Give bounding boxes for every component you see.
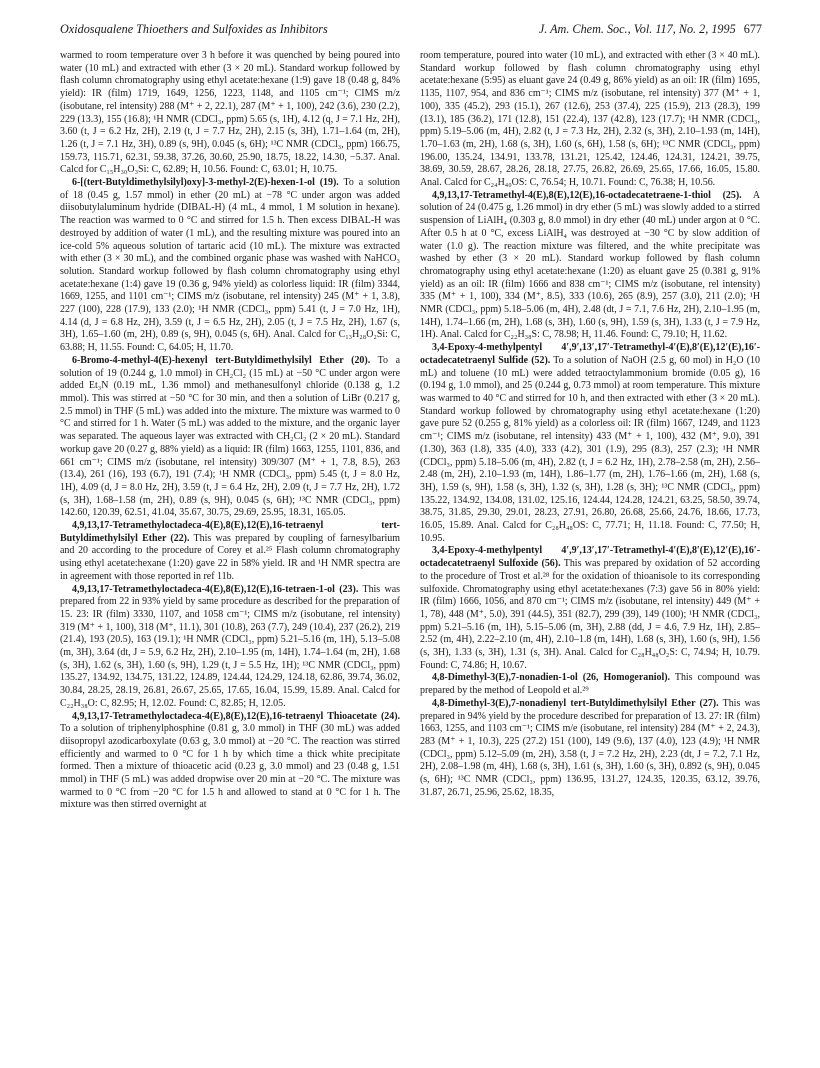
right-column bbox=[420, 50, 760, 1060]
paragraph bbox=[420, 672, 760, 697]
paragraph bbox=[420, 50, 760, 190]
paragraph bbox=[420, 545, 760, 672]
paragraph-body: To a solution of triphenylphosphine (0.81 g, 3.0 mmol) in THF (30 mL) was added diisopropyl azodicarboxylate (0.63 g, 3.0 mmol) at −20 °C. The reaction was stirred efficiently and warmed to 0 °C for 1 h by which time a thick white precipitate formed. Then a mixture of thioacetic acid (0.23 g, 3.0 mmol) and 23 (0.48 g, 1.51 mmol) in THF (5 mL) was added dropwise over 20 min at −20 °C. The mixture was warmed to 0 °C from −20 °C for 1.5 h and allowed to stand at 0 °C for 1 h. The mixture was then stirred overnight at bbox=[60, 723, 400, 811]
paragraph-body: A solution of 24 (0.475 g, 1.26 mmol) in dry ether (5 mL) was slowly added to a stirred suspension of LiAlH₄ (0.303 g, 8.0 mmol) in dry ether (40 mL) under argon at 0 °C. After 0.5 h at 0 °C, excess LiAlH₄ was destroyed at −30 °C by slow addition of water (1.0 g). The reaction mixture was filtered, and the white precipitate was washed by ether (3 × 20 mL). Standard workup followed by flash column chromatography using ethyl acetate:hexane (1:20) as eluant gave 25 (0.381 g, 91% yield) as an oil: IR (film) 1666 and 838 cm⁻¹; CIMS m/z (isobutane, rel intensity) 335 (M⁺ + 1, 100), 334 (M⁺, 8.5), 333 (10.6), 265 (8.9), 257 (3.0), 211 (2.0); ¹H NMR (CDCl₃, ppm) 5.18–5.06 (m, 4H), 2.48 (dt, J = 7.1, 7.6 Hz, 2H), 2.10–1.95 (m, 14H), 1.74–1.66 (m, 2H), 1.68 (s, 3H), 1.60 (s, 9H), 1.59 (s, 3H), 1.33 (t, J = 7.9 Hz, 1H). Anal. Calcd for C₂₂H₃₈S: C, 78.98; H, 11.46. Found: C, 79.10; H, 11.62. bbox=[420, 189, 760, 341]
compound-heading: 4,9,13,17-Tetramethyloctadeca-4(E),8(E),12(E),16-tetraenyl tert-Butyldimethylsilyl Ether (22). bbox=[60, 520, 400, 544]
paragraph bbox=[60, 50, 400, 177]
compound-heading: 6-[(tert-Butyldimethylsilyl)oxy]-3-methyl-2(E)-hexen-1-ol (19). bbox=[72, 177, 339, 189]
paragraph bbox=[420, 342, 760, 545]
compound-heading: 3,4-Epoxy-4-methylpentyl 4′,9′,13′,17′-Tetramethyl-4′(E),8′(E),12′(E),16′-octadecatetraenyl Sulfide (52). bbox=[420, 342, 760, 366]
paragraph bbox=[60, 584, 400, 711]
running-header bbox=[60, 22, 762, 40]
compound-heading: 4,8-Dimethyl-3(E),7-nonadien-1-ol (26, Homogeraniol). bbox=[432, 672, 671, 684]
paragraph bbox=[60, 177, 400, 355]
paragraph bbox=[60, 520, 400, 584]
page-number: 677 bbox=[743, 22, 762, 36]
compound-heading: 6-Bromo-4-methyl-4(E)-hexenyl tert-Butyldimethylsilyl Ether (20). bbox=[72, 354, 371, 366]
paragraph-body: To a solution of 19 (0.244 g, 1.0 mmol) in CH₂Cl₂ (15 mL) at −50 °C under argon were added Et₃N (0.19 mL, 1.36 mmol) and methanesulfonyl chloride (0.138 g, 1.2 mmol). This was stirred at −50 °C for 30 min, and then a solution of LiBr (0.217 g, 2.5 mmol) in THF (5 mL) was added into the mixture. The mixture was warmed to 0 °C and stirred for 1 h. Water (5 mL) was added to the mixture, and the organic layer was separated. The aqueous layer was extracted with CH₂Cl₂ (2 × 20 mL). Standard workup gave 20 (0.27 g, 88% yield) as a liquid: IR (film) 1663, 1255, 1101, 836, and 661 cm⁻¹; CIMS m/z (isobutane, rel intensity) 309/307 (M⁺ + 1, 7.8, 8.5), 263 (13.4), 261 (16), 193 (6.7), 191 (7.4); ¹H NMR (CDCl₃, ppm) 5.45 (t, J = 8.0 Hz, 1H), 4.09 (d, J = 8.0 Hz, 2H), 3.59 (t, J = 6.4 Hz, 2H), 2.09 (t, J = 7.7 Hz, 2H), 1.72 (s, 3H), 1.68–1.58 (m, 2H), 0.89 (s, 9H), 0.045 (s, 6H); ¹³C NMR (CDCl₃, ppm) 142.60, 120.39, 62.51, 41.04, 35.67, 30.75, 29.69, 25.95, 18.31, 165.05. bbox=[60, 354, 400, 519]
left-column bbox=[60, 50, 400, 1060]
paragraph bbox=[60, 711, 400, 813]
compound-heading: 4,9,13,17-Tetramethyloctadeca-4(E),8(E),12(E),16-tetraen-1-ol (23). bbox=[72, 583, 359, 595]
journal-name: J. Am. Chem. Soc., Vol. 117, No. 2, 1995 bbox=[538, 22, 736, 36]
paragraph-body: To a solution of 18 (0.45 g, 1.57 mmol) in ether (20 mL) at −78 °C under argon was added diisobutylaluminum hydride (DIBAL-H) (4 mL, 4 mmol, 1 M solution in hexane). The reaction was warmed to 0 °C and stirred for 1.5 h. Then excess DIBAL-H was destroyed by addition of water (1 mL), and the resulting mixture was poured into an ice-cold 5% aqueous solution of tartaric acid (10 mL). The mixture was extracted with ether (3 × 30 mL), and the combined organic phase was washed with NaHCO₃ solution. Standard workup followed by flash column chromatography using ethyl acetate:hexane (1:4) gave 19 (0.36 g, 94% yield) as colorless liquid: IR (film) 3344, 1669, 1255, and 1101 cm⁻¹; CIMS m/z (isobutane, rel intensity) 245 (M⁺ + 1, 3.8), 227 (100), 228 (17.9), 133 (2.0); ¹H NMR (CDCl₃, ppm) 5.41 (t, J = 7.0 Hz, 1H), 4.14 (d, J = 6.8 Hz, 2H), 3.59 (t, J = 6.5 Hz, 2H), 2.05 (t, J = 7.5 Hz, 2H), 1.67 (s, 3H), 1.65–1.60 (m, 2H), 0.89 (s, 9H), 0.045 (s, 6H). Anal. Calcd for C₁₃H₂₈O₂Si: C, 63.88; H, 11.55. Found: C, 64.05; H, 11.70. bbox=[60, 177, 400, 354]
compound-heading: 4,9,13,17-Tetramethyl-4(E),8(E),12(E),16-octadecatetraene-1-thiol (25). bbox=[432, 189, 742, 201]
compound-heading: 4,9,13,17-Tetramethyloctadeca-4(E),8(E),12(E),16-tetraenyl Thioacetate (24). bbox=[72, 710, 400, 722]
paragraph bbox=[60, 355, 400, 520]
paragraph-body: This was prepared by oxidation of 52 according to the procedure of Trost et al.²⁸ for the oxidation of thioanisole to its corresponding sulfoxide. Chromatography using ethyl acetate:hexanes (7:3) gave 56 in 80% yield: IR (film) 1666, 1056, and 870 cm⁻¹; CIMS m/z (isobutane, rel intensity) 449 (M⁺ + 1, 78), 448 (M⁺, 5.0), 391 (44.5), 351 (82.7), 299 (39), 149 (100); ¹H NMR (CDCl₃, ppm) 5.21–5.16 (m, 1H), 5.15–5.06 (m, 3H), 2.88 (dd, J = 4.6, 7.9 Hz, 1H), 2.85–2.52 (m, 4H), 2.22–2.10 (m, 4H), 2.10–1.8 (m, 14H), 1.68 (s, 3H), 1.60 (s, 9H), 1.56 (s, 3H), 1.33 (s, 3H), 1.31 (s, 3H). Anal. Calcd for C₂₈H₄₈O₂S: C, 74.94; H, 10.79. Found: C, 74.86; H, 10.67. bbox=[420, 558, 760, 671]
compound-heading: 3,4-Epoxy-4-methylpentyl 4′,9′,13′,17′-Tetramethyl-4′(E),8′(E),12′(E),16′-octadecatetraenyl Sulfoxide (56). bbox=[420, 545, 760, 570]
paragraph bbox=[420, 698, 760, 800]
paragraph-body: To a solution of NaOH (2.5 g, 60 mol) in H₂O (10 mL) and toluene (10 mL) were added tetraoctylammonium bromide (0.05 g), 16 (0.194 g, 1.0 mmol), and 25 (0.244 g, 0.73 mmol) at room temperature. This mixture was warmed to 40 °C and stirred for 10 h, and then extracted with ether (3 × 20 mL). Standard workup followed by chromatography using ethyl acetate:hexane (1:20) gave pure 52 (0.255 g, 81% yield) as a colorless oil: IR (film) 1667, 1249, and 1123 cm⁻¹; CIMS m/z (isobutane, rel intensity) 433 (M⁺ + 1, 100), 432 (M⁺, 9.0), 391 (1.30), 363 (1.8), 335 (4.0), 333 (4.2), 301 (1.9), 295 (8.3), 257 (2.3); ¹H NMR (CDCl₃, ppm) 5.18–5.06 (m, 4H), 2.82 (t, J = 6.2 Hz, 1H), 2.78–2.58 (m, 2H), 2.56–2.48 (m, 2H), 2.10–1.93 (m, 14H), 1.86–1.77 (m, 2H), 1.76–1.66 (m, 2H), 1.68 (s, 3H), 1.59 (s, 9H), 1.58 (s, 3H), 1.32 (s, 3H), 1.28 (s, 3H); ¹³C NMR (CDCl₃, ppm) 135.22, 134.92, 134.08, 131.02, 125.16, 124.44, 124.28, 124.21, 63.25, 58.50, 39.74, 38.75, 31.85, 29.30, 29.01, 28.23, 27.91, 26.80, 26.68, 25.66, 24.76, 18.66, 17.73, 16.05, 15.89. Anal. Calcd for C₂₈H₄₈OS: C, 77.71; H, 11.18. Found: C, 77.50; H, 10.95. bbox=[420, 354, 760, 544]
paragraph-body: This compound was prepared by the method of Leopold et al.²⁹ bbox=[420, 672, 760, 697]
paragraph bbox=[420, 190, 760, 342]
running-title: Oxidosqualene Thioethers and Sulfoxides as Inhibitors bbox=[60, 22, 328, 36]
paragraph-body: This was prepared by coupling of farnesylbarium and 20 according to the procedure of Corey et al.²⁵ Flash column chromatography using ethyl acetate:hexane (1:20) gave 22 in 58% yield. IR and ¹H NMR spectra are in agreement with those reported in ref 11b. bbox=[60, 532, 400, 582]
paragraph-body: room temperature, poured into water (10 mL), and extracted with ether (3 × 40 mL). Standard workup followed by flash column chromatography using ethyl acetate:hexane (5:95) as eluant gave 24 (0.49 g, 86% yield) as an oil: IR (film) 1695, 1135, 1107, 954, and 836 cm⁻¹; CIMS m/z (isobutane, rel intensity) 377 (M⁺ + 1, 100), 335 (45.2), 293 (15.1), 267 (12.6), 253 (37.4), 225 (15.9), 213 (28.3), 199 (13.1), 185 (36.2), 171 (12.8), 151 (22.4), 137 (42.8), 123 (17.7); ¹H NMR (CDCl₃, ppm) 5.19–5.06 (m, 4H), 2.82 (t, J = 7.3 Hz, 2H), 2.32 (s, 3H), 2.10–1.93 (m, 14H), 1.70–1.63 (m, 2H), 1.68 (s, 3H), 1.60 (s, 6H), 1.58 (s, 6H); ¹³C NMR (CDCl₃, ppm) 196.00, 135.24, 134.91, 133.78, 131.21, 125.42, 124.46, 124.31, 124.21, 39.75, 38.69, 30.59, 28.67, 28.26, 28.18, 27.75, 26.82, 26.69, 25.65, 17.66, 16.05, 15.80. Anal. Calcd for C₂₄H₄₀OS: C, 76.54; H, 10.71. Found: C, 76.38; H, 10.56. bbox=[420, 50, 760, 189]
paragraph-body: This was prepared from 22 in 93% yield by same procedure as described for the preparation of 15. 23: IR (film) 3330, 1107, and 1058 cm⁻¹; CIMS m/z (isobutane, rel intensity) 319 (M⁺ + 1, 100), 318 (M⁺, 11.1), 301 (10.8), 263 (7.7), 249 (10.4), 237 (26.2), 219 (21.4), 193 (20.5), 163 (19.1); ¹H NMR (CDCl₃, ppm) 5.21–5.16 (m, 1H), 5.13–5.08 (m, 3H), 3.64 (dt, J = 5.9, 6.2 Hz, 2H), 2.10–1.95 (m, 14H), 1.74–1.64 (m, 2H), 1.68 (s, 3H), 1.62 (s, 3H), 1.60 (s, 9H), 1.29 (t, J = 5.5 Hz, 1H); ¹³C NMR (CDCl₃, ppm) 135.27, 134.92, 134.75, 131.22, 124.89, 124.44, 124.29, 124.18, 62.86, 39.74, 36.02, 30.84, 28.25, 28.19, 26.81, 26.67, 25.65, 17.65, 16.04, 15.99, 15.89. Anal. Calcd for C₂₂H₃₈O: C, 82.95; H, 12.02. Found: C, 82.85; H, 12.05. bbox=[60, 583, 400, 709]
journal-citation bbox=[539, 22, 762, 37]
paragraph-body: warmed to room temperature over 3 h before it was quenched by being poured into water (10 mL) and extracted with ether (3 × 20 mL). Standard workup followed by flash column chromatography using ethyl acetate:hexane (1:9) gave 18 (0.48 g, 84% yield): IR (film) 1719, 1649, 1256, 1223, 1148, and 1105 cm⁻¹; CIMS m/z (isobutane, rel intensity) 288 (M⁺ + 2, 22.1), 287 (M⁺ + 1, 100), 242 (3.6), 230 (2.2), 229 (13.3), 155 (16.8); ¹H NMR (CDCl₃, ppm) 5.65 (s, 1H), 4.12 (q, J = 7.1 Hz, 2H), 3.60 (t, J = 6.2 Hz, 2H), 2.19 (t, J = 7.7 Hz, 2H), 2.15 (s, 3H), 1.71–1.64 (m, 2H), 1.26 (t, J = 7.1 Hz, 3H), 0.89 (s, 9H), 0.045 (s, 6H); ¹³C NMR (CDCl₃, ppm) 166.75, 159.73, 115.71, 62.31, 59.38, 37.26, 30.60, 25.90, 18.75, 18.22, 14.30, −5.37. Anal. Calcd for C₁₅H₃₀O₃Si: C, 62.89; H, 10.56. Found: C, 63.01; H, 10.75. bbox=[60, 50, 400, 176]
compound-heading: 4,8-Dimethyl-3(E),7-nonadienyl tert-Butyldimethylsilyl Ether (27). bbox=[432, 697, 719, 709]
paragraph-body: This was prepared in 94% yield by the procedure described for preparation of 13. 27: IR (film) 1663, 1255, and 1103 cm⁻¹; CIMS m/e (isobutane, rel intensity) 284 (M⁺ + 2, 24.3), 283 (M⁺ + 1, 10.3), 225 (27.2) 151 (100), 149 (9.6), 137 (4.0), 123 (4.9); ¹H NMR (CDCl₃, ppm) 5.12–5.09 (m, 2H), 3.58 (t, J = 7.2 Hz, 2H), 2.23 (dt, J = 7.2, 7.1 Hz, 2H), 2.08–1.98 (m, 4H), 1.68 (s, 3H), 1.61 (s, 3H), 1.60 (s, 3H), 0.892 (s, 9H), 0.045 (s, 6H); ¹³C NMR (CDCl₃, ppm) 136.95, 131.27, 124.35, 120.35, 63.12, 39.76, 31.87, 26.71, 25.96, 25.62, 18.35, bbox=[420, 697, 760, 798]
